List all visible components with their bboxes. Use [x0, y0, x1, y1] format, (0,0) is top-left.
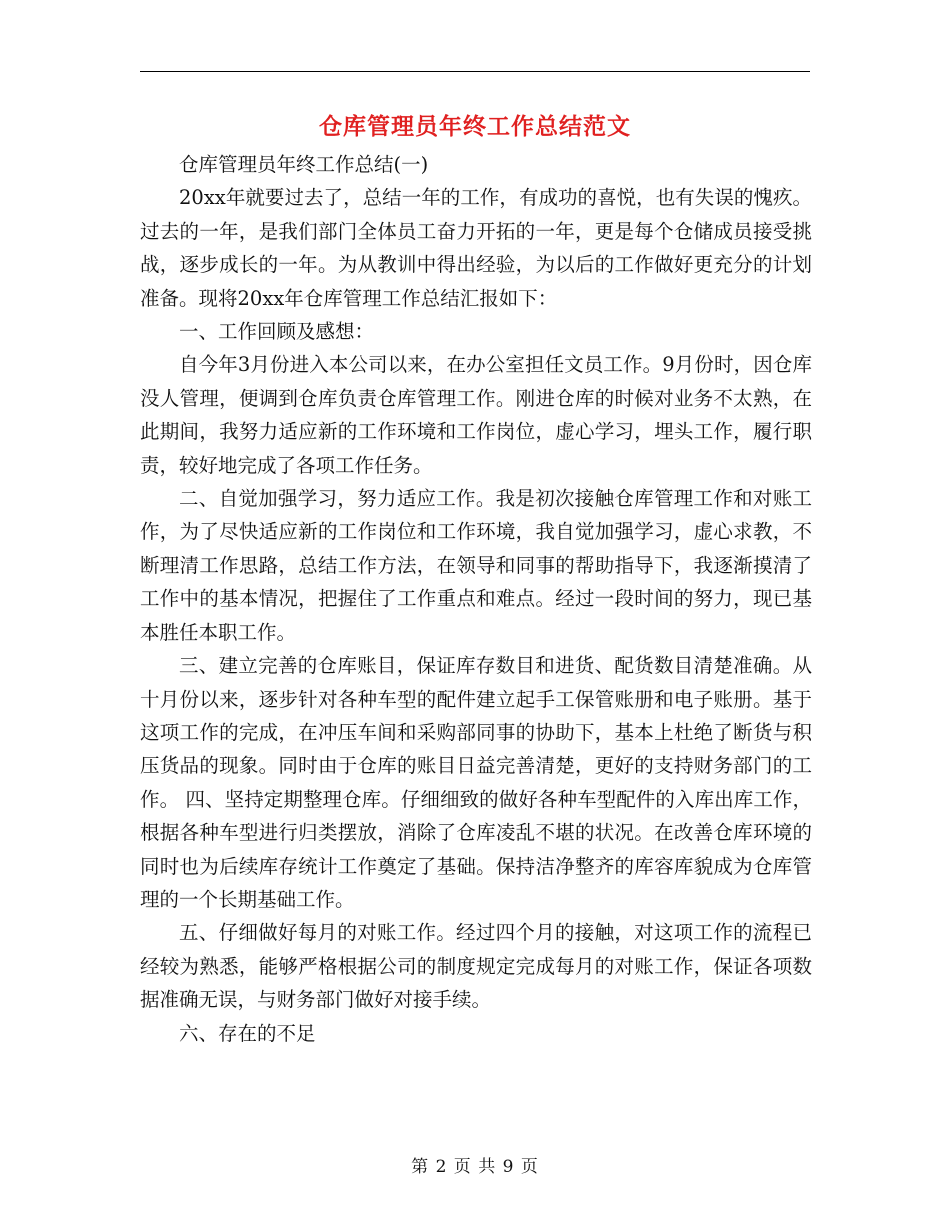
header-rule	[140, 71, 810, 72]
document-body	[140, 148, 812, 1050]
document-title: 仓库管理员年终工作总结范文	[319, 113, 631, 140]
section-heading: 六、存在的不足	[179, 1021, 316, 1045]
body-paragraph: 二、自觉加强学习，努力适应工作。我是初次接触仓库管理工作和对账工作，为了尽快适应新的工作岗位和工作环境，我自觉加强学习，虚心求教，不断理清工作思路，总结工作方法，在领导和同事的帮助指导下，我逐渐摸清了工作中的基本情况，把握住了工作重点和难点。经过一段时间的努力，现已基本胜任本职工作。	[140, 487, 812, 644]
body-paragraph: 自今年3月份进入本公司以来，在办公室担任文员工作。9月份时，因仓库没人管理，便调到仓库负责仓库管理工作。刚进仓库的时候对业务不太熟，在此期间，我努力适应新的工作环境和工作岗位，虚心学习，埋头工作，履行职责，较好地完成了各项工作任务。	[140, 353, 812, 477]
body-paragraph: 五、仔细做好每月的对账工作。经过四个月的接触，对这项工作的流程已经较为熟悉，能够严格根据公司的制度规定完成每月的对账工作，保证各项数据准确无误，与财务部门做好对接手续。	[140, 921, 812, 1012]
body-paragraph: 20xx年就要过去了，总结一年的工作，有成功的喜悦，也有失误的愧疚。过去的一年，是我们部门全体员工奋力开拓的一年，更是每个仓储成员接受挑战，逐步成长的一年。为从教训中得出经验，为以后的工作做好更充分的计划准备。现将20xx年仓库管理工作总结汇报如下：	[140, 186, 812, 310]
section-heading: 仓库管理员年终工作总结(一)	[179, 153, 429, 176]
section-heading: 一、工作回顾及感想：	[179, 320, 375, 344]
body-paragraph: 三、建立完善的仓库账目，保证库存数目和进货、配货数目清楚准确。从十月份以来，逐步针对各种车型的配件建立起手工保管账册和电子账册。基于这项工作的完成，在冲压车间和采购部同事的协助下，基本上杜绝了断货与积压货品的现象。同时由于仓库的账目日益完善清楚，更好的支持财务部门的工作。 四、坚持定期整理仓库。仔细细致的做好各种车型配件的入库出库工作，根据各种车型进行归类摆放，消除了仓库凌乱不堪的状况。在改善仓库环境的同时也为后续库存统计工作奠定了基础。保持洁净整齐的库容库貌成为仓库管理的一个长期基础工作。	[140, 654, 812, 911]
page-number: 第 2 页 共 9 页	[411, 1157, 539, 1177]
